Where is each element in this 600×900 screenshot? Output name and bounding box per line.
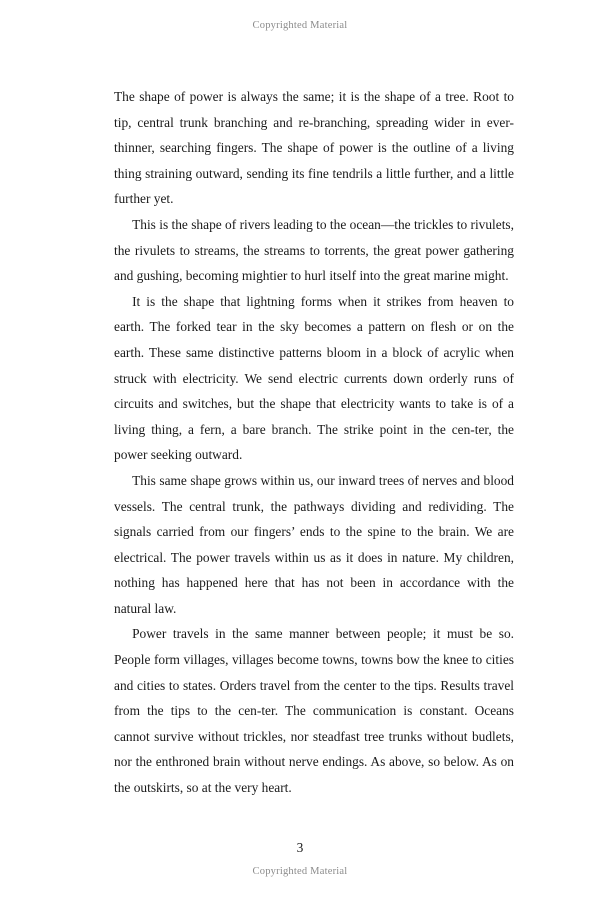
paragraph: This is the shape of rivers leading to the ocean—the trickles to rivulets, the rivulets to streams, the streams to torrents, the great power gathering and gushing, becoming mightier to hurl itself into the great marine might. [114, 216, 514, 284]
copyright-watermark-top: Copyrighted Material [252, 20, 348, 31]
paragraph: The shape of power is always the same; it is the shape of a tree. Root to tip, central trunk branching and re-branching, spreading wider in ever-thinner, searching fingers. The shape of power is the outline of a living thing straining outward, sending its fine tendrils a little further, and a little further yet. [114, 89, 514, 207]
paragraph: Power travels in the same manner between people; it must be so. People form villages, villages become towns, towns bow the knee to cities and cities to states. Orders travel from the center to the tips. Results travel from the tips to the cen-ter. The communication is constant. Oceans cannot survive without trickles, nor steadfast tree trunks without budlets, nor the enthroned brain without nerve endings. As above, so below. As on the outskirts, so at the very heart. [114, 626, 514, 796]
copyright-watermark-bottom: Copyrighted Material [252, 866, 348, 877]
paragraph: It is the shape that lightning forms when it strikes from heaven to earth. The forked tear in the sky becomes a pattern on flesh or on the earth. These same distinctive patterns bloom in a block of acrylic when struck with electricity. We send electric currents down orderly runs of circuits and switches, but the shape that electricity wants to take is of a living thing, a fern, a bare branch. The strike point in the cen-ter, the power seeking outward. [114, 293, 514, 463]
paragraph: This same shape grows within us, our inward trees of nerves and blood vessels. The central trunk, the pathways dividing and redividing. The signals carried from our fingers’ ends to the spine to the brain. We are electrical. The power travels within us as it does in nature. My children, nothing has happened here that has not been in accordance with the natural law. [114, 472, 514, 616]
body-text [114, 84, 514, 801]
page-number: 3 [296, 840, 304, 855]
